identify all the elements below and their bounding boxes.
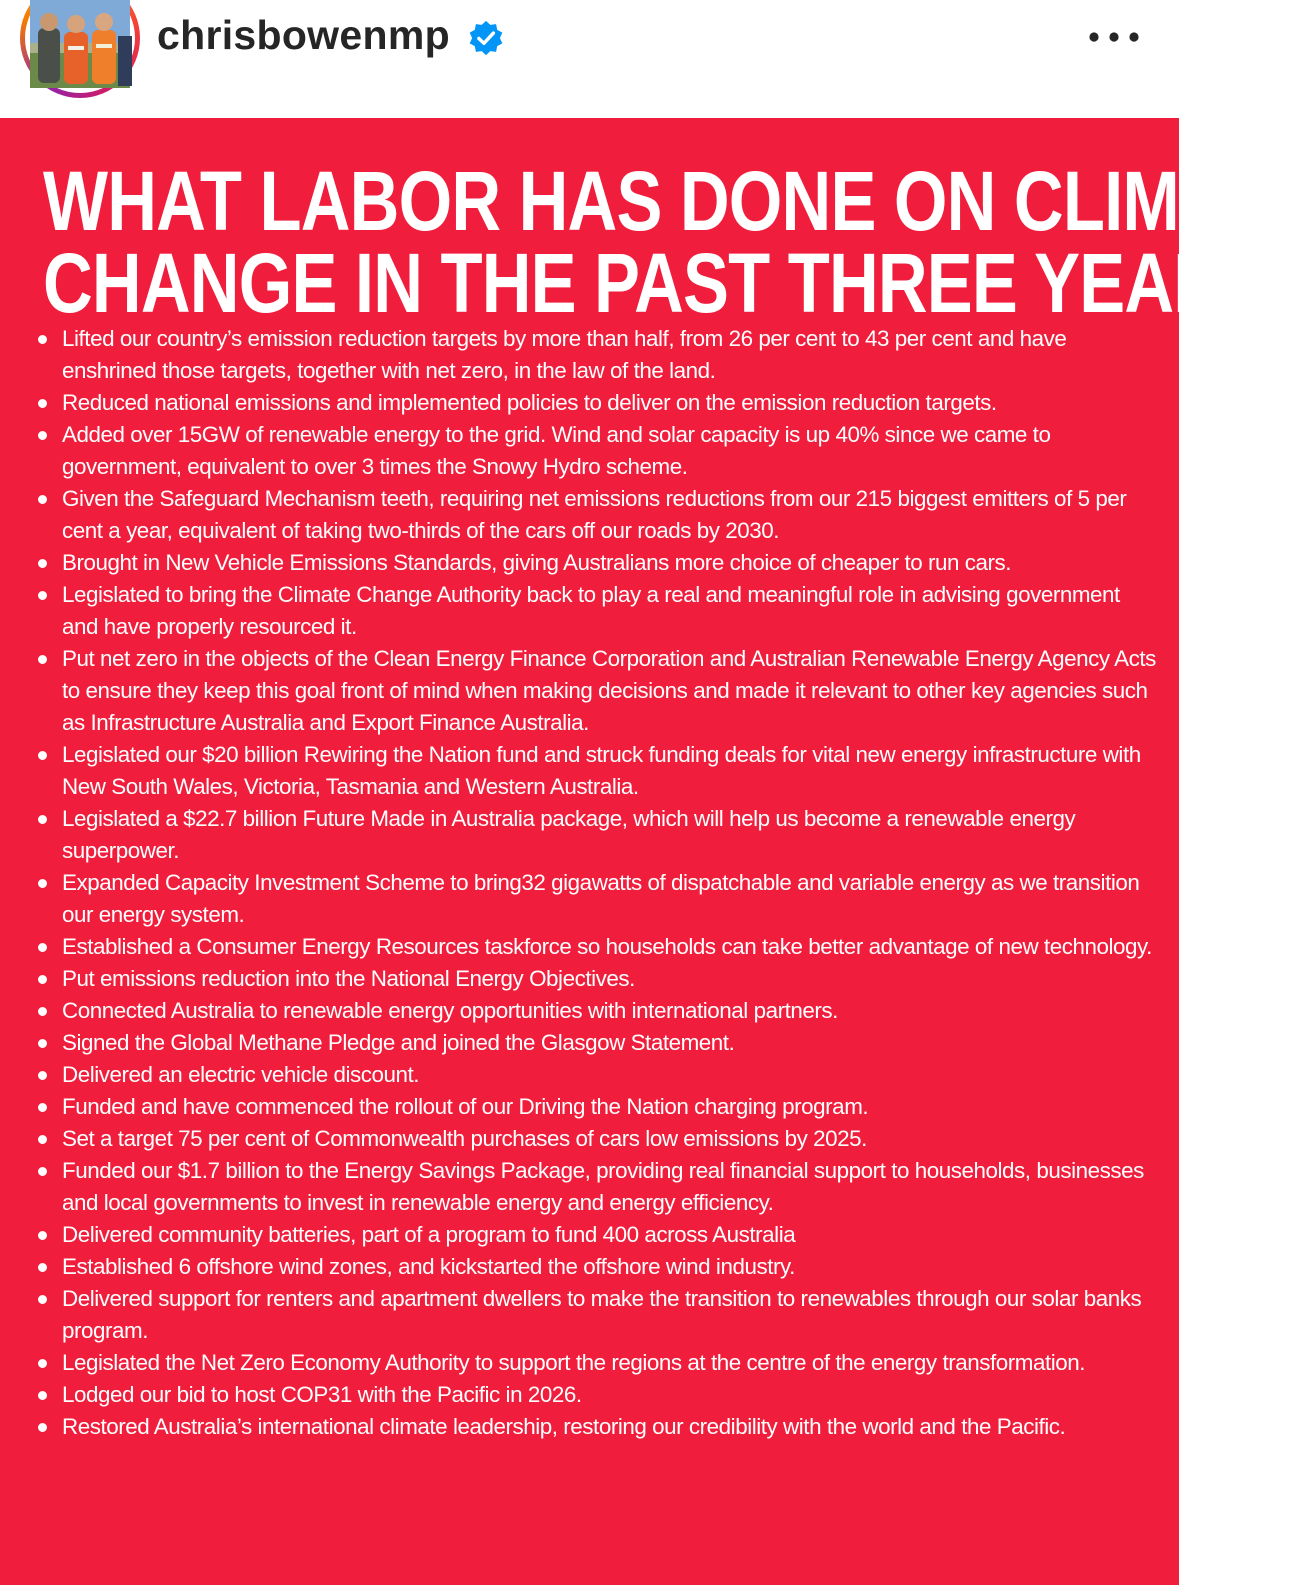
bullet-icon <box>38 943 47 952</box>
more-options-icon[interactable] <box>1086 16 1142 58</box>
list-item <box>37 1411 1157 1443</box>
list-item <box>37 931 1157 963</box>
list-item-text: Established a Consumer Energy Resources taskforce so households can take better advantage of new technology. <box>62 934 1152 959</box>
list-item-text: Established 6 offshore wind zones, and kickstarted the offshore wind industry. <box>62 1254 795 1279</box>
list-item <box>37 739 1157 803</box>
list-item <box>37 1379 1157 1411</box>
avatar[interactable] <box>30 0 130 88</box>
bullet-icon <box>38 1391 47 1400</box>
list-item <box>37 803 1157 867</box>
list-item <box>37 1123 1157 1155</box>
list-item-text: Legislated our $20 billion Rewiring the Nation fund and struck funding deals for vital new energy infrastructure with New South Wales, Victoria, Tasmania and Western Australia. <box>62 742 1141 799</box>
headline-line: WHAT LABOR HAS DONE ON CLIMATE <box>43 154 1309 248</box>
list-item <box>37 547 1157 579</box>
bullet-icon <box>38 1167 47 1176</box>
list-item <box>37 643 1157 739</box>
bullet-icon <box>38 495 47 504</box>
headline-line: CHANGE IN THE PAST THREE YEARS <box>43 236 1268 330</box>
avatar-photo-image <box>30 0 130 88</box>
achievements-list <box>37 323 1157 1443</box>
list-item-text: Put emissions reduction into the National Energy Objectives. <box>62 966 635 991</box>
bullet-icon <box>38 1135 47 1144</box>
list-item-text: Given the Safeguard Mechanism teeth, requiring net emissions reductions from our 215 biggest emitters of 5 per cent a year, equivalent of taking two-thirds of the cars off our roads by 2030. <box>62 486 1127 543</box>
list-item-text: Funded and have commenced the rollout of our Driving the Nation charging program. <box>62 1094 869 1119</box>
bullet-icon <box>38 1263 47 1272</box>
list-item-text: Signed the Global Methane Pledge and joined the Glasgow Statement. <box>62 1030 735 1055</box>
bullet-icon <box>38 591 47 600</box>
list-item-text: Legislated to bring the Climate Change Authority back to play a real and meaningful role in advising government and have properly resourced it. <box>62 582 1120 639</box>
poster-headline <box>43 154 1309 330</box>
avatar-story-ring[interactable] <box>20 0 140 98</box>
bullet-icon <box>38 975 47 984</box>
list-item-text: Legislated the Net Zero Economy Authority to support the regions at the centre of the energy transformation. <box>62 1350 1086 1375</box>
list-item <box>37 1283 1157 1347</box>
bullet-icon <box>38 1039 47 1048</box>
list-item <box>37 323 1157 387</box>
list-item <box>37 1155 1157 1219</box>
list-item-text: Lifted our country’s emission reduction targets by more than half, from 26 per cent to 43 per cent and have enshrined those targets, together with net zero, in the law of the land. <box>62 326 1067 383</box>
list-item <box>37 1027 1157 1059</box>
list-item-text: Reduced national emissions and implemented policies to deliver on the emission reduction targets. <box>62 390 997 415</box>
list-item-text: Added over 15GW of renewable energy to the grid. Wind and solar capacity is up 40% since we came to government, equivalent to over 3 times the Snowy Hydro scheme. <box>62 422 1051 479</box>
username[interactable]: chrisbowenmp <box>157 12 450 58</box>
post-header <box>0 0 1179 118</box>
bullet-icon <box>38 559 47 568</box>
bullet-icon <box>38 655 47 664</box>
list-item-text: Expanded Capacity Investment Scheme to bring32 gigawatts of dispatchable and variable energy as we transition our energy system. <box>62 870 1140 927</box>
bullet-icon <box>38 1103 47 1112</box>
list-item-text: Funded our $1.7 billion to the Energy Savings Package, providing real financial support to households, businesses and local governments to invest in renewable energy and energy efficiency. <box>62 1158 1144 1215</box>
bullet-icon <box>38 399 47 408</box>
bullet-icon <box>38 1359 47 1368</box>
list-item <box>37 1059 1157 1091</box>
bullet-icon <box>38 1007 47 1016</box>
list-item <box>37 419 1157 483</box>
bullet-icon <box>38 1231 47 1240</box>
bullet-icon <box>38 1295 47 1304</box>
list-item <box>37 995 1157 1027</box>
bullet-icon <box>38 1071 47 1080</box>
bullet-icon <box>38 431 47 440</box>
list-item <box>37 483 1157 547</box>
list-item <box>37 387 1157 419</box>
list-item-text: Legislated a $22.7 billion Future Made in Australia package, which will help us become a renewable energy superpower. <box>62 806 1076 863</box>
bullet-icon <box>38 879 47 888</box>
list-item-text: Delivered an electric vehicle discount. <box>62 1062 420 1087</box>
list-item <box>37 1347 1157 1379</box>
list-item-text: Delivered support for renters and apartment dwellers to make the transition to renewables through our solar banks program. <box>62 1286 1142 1343</box>
avatar-border <box>25 0 135 93</box>
bullet-icon <box>38 815 47 824</box>
list-item-text: Restored Australia’s international climate leadership, restoring our credibility with the world and the Pacific. <box>62 1414 1066 1439</box>
list-item <box>37 1219 1157 1251</box>
list-item-text: Delivered community batteries, part of a program to fund 400 across Australia <box>62 1222 796 1247</box>
bullet-icon <box>38 751 47 760</box>
list-item-text: Lodged our bid to host COP31 with the Pacific in 2026. <box>62 1382 582 1407</box>
list-item <box>37 963 1157 995</box>
list-item <box>37 1091 1157 1123</box>
list-item <box>37 867 1157 931</box>
bullet-icon <box>38 1423 47 1432</box>
list-item-text: Set a target 75 per cent of Commonwealth purchases of cars low emissions by 2025. <box>62 1126 867 1151</box>
verified-badge-icon <box>467 19 505 57</box>
list-item <box>37 1251 1157 1283</box>
list-item-text: Brought in New Vehicle Emissions Standards, giving Australians more choice of cheaper to run cars. <box>62 550 1012 575</box>
list-item-text: Connected Australia to renewable energy opportunities with international partners. <box>62 998 838 1023</box>
list-item-text: Put net zero in the objects of the Clean Energy Finance Corporation and Australian Renewable Energy Agency Acts to ensure they keep this goal front of mind when making decisions and made it relevant to other key agencies such as Infrastructure Australia and Export Finance Australia. <box>62 646 1156 735</box>
bullet-icon <box>38 335 47 344</box>
list-item <box>37 579 1157 643</box>
